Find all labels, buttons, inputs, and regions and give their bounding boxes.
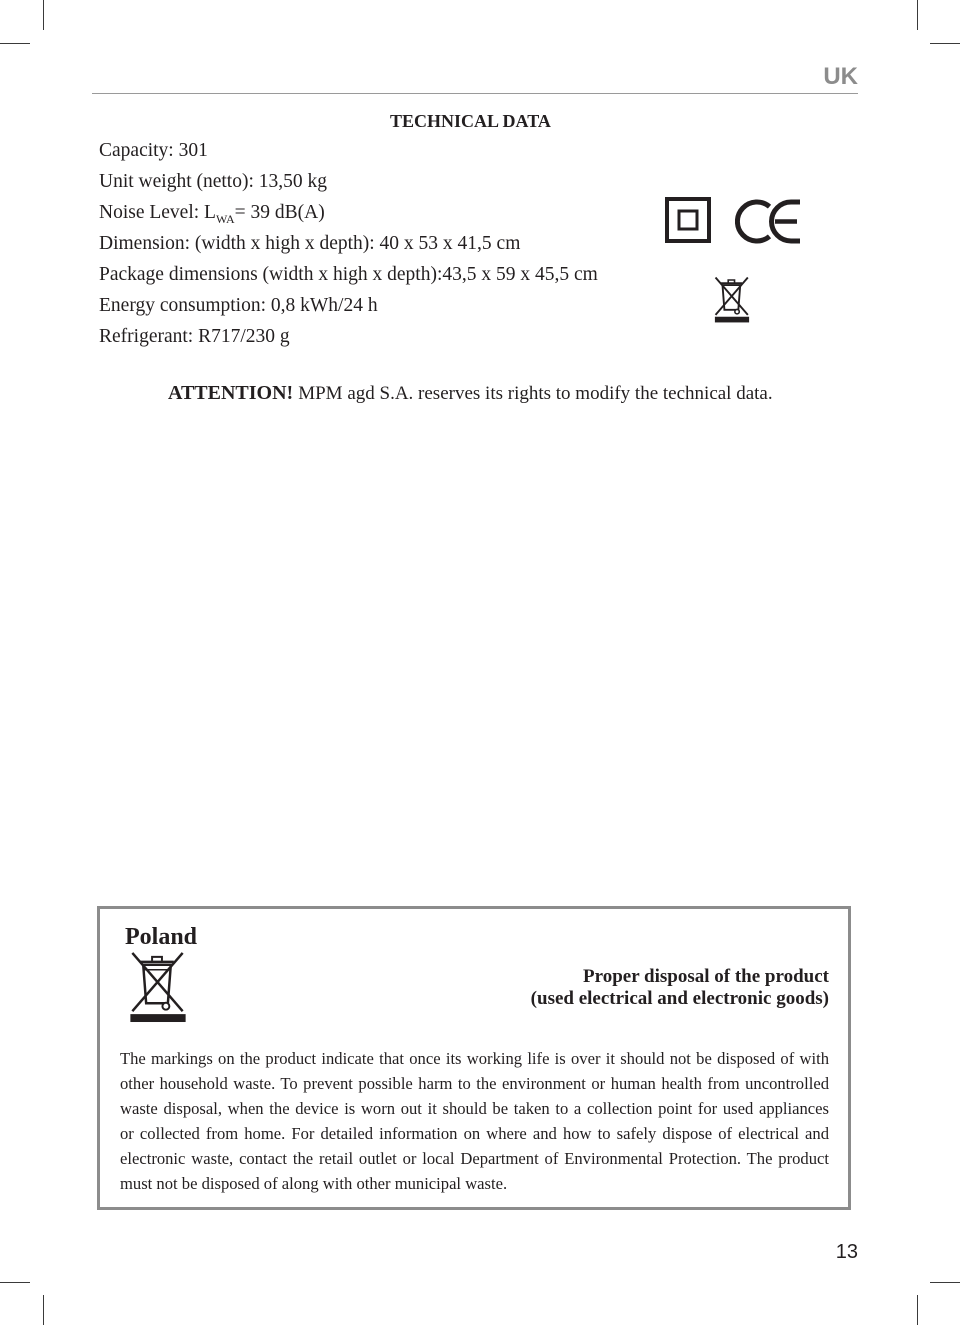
region-label: UK <box>823 63 858 90</box>
crop-mark-top-left-horizontal <box>0 43 30 44</box>
attention-notice <box>168 380 773 408</box>
weee-bin-icon <box>128 950 188 1023</box>
spec-energy-consumption: Energy consumption: 0,8 kWh/24 h <box>99 295 378 316</box>
disposal-info-box <box>97 906 851 1210</box>
spec-noise-subscript: WA <box>215 212 235 226</box>
crop-mark-top-right-horizontal <box>930 43 960 44</box>
disposal-heading <box>531 966 829 1010</box>
disposal-paragraph <box>120 1046 829 1196</box>
ce-mark-icon <box>735 199 801 244</box>
spec-package-dimensions: Package dimensions (width x high x depth):43,5 x 59 x 45,5 cm <box>99 264 598 285</box>
double-insulation-icon <box>665 197 711 243</box>
header-rule <box>92 93 858 94</box>
spec-refrigerant: Refrigerant: R717/230 g <box>99 326 290 347</box>
crop-mark-bottom-right-vertical <box>917 1295 918 1325</box>
crop-mark-bottom-right-horizontal <box>930 1282 960 1283</box>
paragraph-line: waste disposal, when the device is worn out it should be taken to a collection point for used appliances <box>120 1099 829 1118</box>
attention-text: MPM agd S.A. reserves its rights to modify the technical data. <box>298 383 773 404</box>
spec-unit-weight: Unit weight (netto): 13,50 kg <box>99 171 328 192</box>
spec-noise-label: Noise Level: L <box>99 202 216 223</box>
spec-dimension: Dimension: (width x high x depth): 40 x 53 x 41,5 cm <box>99 233 521 254</box>
crop-mark-bottom-left-vertical <box>43 1295 44 1325</box>
paragraph-line: electronic waste, contact the retail outlet or local Department of Environmental Protection. The product <box>120 1149 829 1168</box>
country-label: Poland <box>125 924 198 950</box>
crop-mark-top-right-vertical <box>917 0 918 30</box>
paragraph-line: or collected from home. For detailed information on where and how to safely dispose of electrical and <box>120 1124 829 1143</box>
disposal-heading-line: Proper disposal of the product <box>583 966 829 987</box>
section-title: TECHNICAL DATA <box>390 111 551 131</box>
paragraph-line: other household waste. To prevent possible harm to the environment or human health from uncontrolled <box>120 1074 829 1093</box>
spec-noise-level <box>99 197 598 228</box>
crop-mark-top-left-vertical <box>43 0 44 30</box>
spec-noise-value: = 39 dB(A) <box>234 202 325 223</box>
paragraph-line: must not be disposed of along with other municipal waste. <box>120 1174 508 1193</box>
spec-capacity: Capacity: 301 <box>99 140 208 161</box>
crop-mark-bottom-left-horizontal <box>0 1282 30 1283</box>
spec-list <box>99 135 598 352</box>
page-number: 13 <box>835 1241 858 1263</box>
weee-bin-icon <box>713 275 751 323</box>
attention-label: ATTENTION! <box>168 382 294 404</box>
disposal-heading-line: (used electrical and electronic goods) <box>530 988 829 1009</box>
paragraph-line: The markings on the product indicate that once its working life is over it should not be disposed of with <box>120 1049 829 1068</box>
